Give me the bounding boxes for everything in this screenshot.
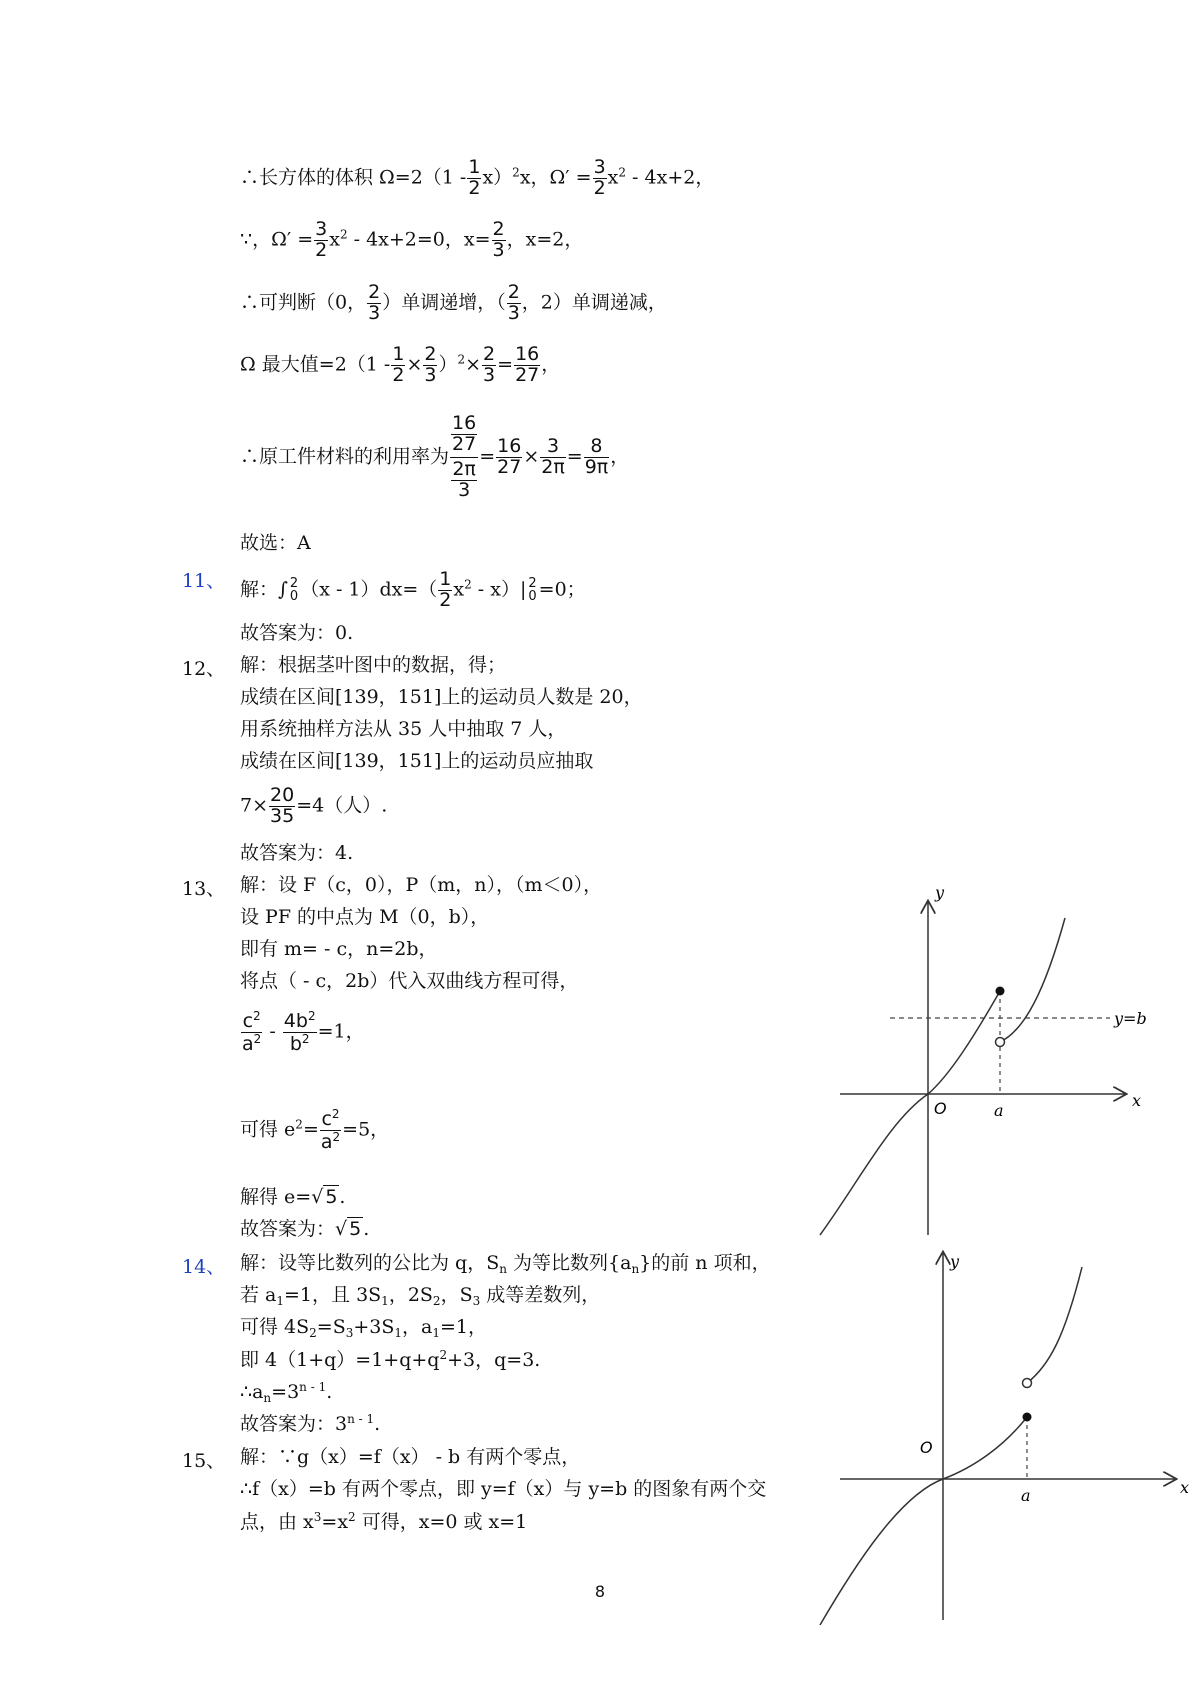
line-derivative-zero: ∵，Ω′ = $\frac{3}{2}$ $x^2 - 4x+2=0$，x= $\frac{2}{3}$ ，x=2， [240, 218, 584, 261]
fraction: $\frac{2}{3}$ [368, 281, 381, 324]
compound-fraction: $\frac{\frac{16}{27}}{\frac{2\pi}{3}}$ [452, 412, 477, 501]
answer-11: 故答案为：0. [240, 622, 354, 644]
y-axis-label: y [950, 1252, 960, 1271]
fraction: $\frac{16}{27}$ [497, 434, 522, 478]
line-13-2: 设 PF 的中点为 M（0，b）， [240, 906, 490, 928]
problem-number-11: 11、 [182, 570, 226, 592]
open-point [1023, 1379, 1032, 1388]
fraction: $\frac{20}{35}$ [270, 784, 295, 827]
fraction: $\frac{3}{2}$ [315, 218, 328, 261]
line-13-5: $\frac{c^2}{a^2}$ - $\frac{4b^2}{b^2}$ =1， [242, 1009, 365, 1055]
curve-right [1027, 1267, 1082, 1383]
fraction: $\frac{16}{27}$ [515, 343, 540, 386]
fraction: $\frac{2}{3}$ [483, 343, 496, 386]
line-12-3: 用系统抽样方法从 35 人中抽取 7 人， [240, 718, 567, 740]
x-axis-label: x [1180, 1478, 1190, 1497]
line-14-5: $\therefore a_n=3^{n - 1}$. [240, 1380, 333, 1405]
line-12-4: 成绩在区间[139，151]上的运动员应抽取 [240, 750, 594, 772]
function-graph-2 [800, 1245, 1200, 1625]
line-12-5: 7× $\frac{20}{35}$ =4（人）. [240, 784, 388, 827]
sqrt: √ 5 [335, 1218, 362, 1240]
line-15-2: ∴f（x）=b 有两个零点，即 y=f（x）与 y=b 的图象有两个交 [240, 1478, 767, 1500]
fraction: $\frac{4b^2}{b^2}$ [283, 1009, 316, 1055]
problem-number-15: 15、 [182, 1450, 226, 1472]
fraction: $\frac{2}{3}$ [424, 343, 437, 386]
line-13-6: 可得 $e^2=$ $\frac{c^2}{a^2}$ =5， [240, 1107, 390, 1153]
line-utilization: ∴原工件材料的利用率为 $\frac{\frac{16}{27}}{\frac{2\pi}{3}}$ = $\frac{16}{27}$ × $\frac{3}{2\pi}$ = $\frac{8}{9\pi}$ ， [240, 412, 630, 501]
line-13-4: 将点（ - c，2b）代入双曲线方程可得， [240, 970, 579, 992]
problem-number-14: 14、 [182, 1256, 226, 1278]
answer-14: 故答案为：3$^{n - 1}$. [240, 1412, 381, 1435]
line-14-3: 可得 $4S_2=S_3+3S_1$，$a_1=1$， [240, 1316, 488, 1340]
origin-label: O [920, 1438, 933, 1457]
line-13-7: 解得 e=√ 5 . [240, 1186, 346, 1208]
line-12-2: 成绩在区间[139，151]上的运动员人数是 20， [240, 686, 643, 708]
line-12-1: 解：根据茎叶图中的数据，得； [240, 654, 507, 676]
y-axis-label: y [935, 883, 945, 902]
line-14-2: 若 $a_1=1$，且 $3S_1$，$2S_2$，$S_3$ 成等差数列， [240, 1284, 601, 1308]
eval-limits: 2 0 [528, 575, 537, 605]
answer-12: 故答案为：4. [240, 842, 354, 864]
line-13-1: 解：设 F（c，0），P（m，n），（m＜0）， [240, 874, 603, 896]
fraction: $\frac{8}{9\pi}$ [584, 434, 609, 478]
origin-label: O [934, 1099, 947, 1118]
open-point [996, 1038, 1005, 1047]
filled-point [996, 987, 1005, 996]
fraction: $\frac{1}{2}$ [392, 343, 405, 386]
fraction: $\frac{3}{2}$ [593, 156, 606, 199]
fraction: $\frac{1}{2}$ [468, 156, 481, 199]
answer-13: 故答案为：√ 5 . [240, 1218, 370, 1240]
x-axis-label: x [1132, 1091, 1142, 1110]
integral-limits: 2 0 [289, 575, 299, 605]
line-13-3: 即有 m= - c，n=2b， [240, 938, 438, 960]
fraction: $\frac{2}{3}$ [507, 281, 520, 324]
filled-point [1023, 1413, 1032, 1422]
problem-number-13: 13、 [182, 878, 226, 900]
line-14-4: 即 $4(1+q)=1+q+q^2+3$，q=3. [240, 1348, 541, 1371]
line-15-1: 解：∵g（x）=f（x） - b 有两个零点， [240, 1446, 581, 1468]
fraction: $\frac{c^2}{a^2}$ [320, 1107, 341, 1153]
fraction: $\frac{c^2}{a^2}$ [242, 1009, 262, 1055]
line-integral: 解：∫ 2 0 （x - 1）dx=（ $\frac{1}{2}$ $x^2 - x)|$ 2 0 =0； [240, 568, 586, 611]
function-graph-1 [800, 880, 1180, 1240]
fraction: $\frac{2}{3}$ [492, 218, 505, 261]
line-monotonic: ∴可判断（0， $\frac{2}{3}$ ）单调递增，（ $\frac{2}{3}$ ，2）单调递减， [240, 281, 667, 324]
sqrt: √ 5 [311, 1186, 338, 1208]
line-15-3: 点，由 $x^3=x^2$ 可得，x=0 或 x=1 [240, 1510, 528, 1533]
a-label: a [1021, 1486, 1031, 1505]
fraction: $\frac{3}{2\pi}$ [541, 434, 565, 478]
line-14-1: 解：设等比数列的公比为 q，$S_n$ 为等比数列$\{a_n\}$的前 n 项和， [240, 1252, 771, 1276]
line-max-value: Ω 最大值=2（1 - $\frac{1}{2}$ × $\frac{2}{3}$ ）$^2$× $\frac{2}{3}$ = $\frac{16}{27}$ ， [240, 343, 561, 386]
curve-left [820, 991, 1000, 1235]
page-number: 8 [594, 1582, 606, 1601]
fraction: $\frac{1}{2}$ [439, 568, 452, 611]
curve-right [1000, 918, 1065, 1042]
y-equals-b-label: y=b [1114, 1009, 1147, 1028]
line-choice: 故选：A [240, 532, 311, 554]
line-volume: ∴长方体的体积 Ω=2（1 - $\frac{1}{2}$ x）$^2$x，Ω′ = $\frac{3}{2}$ $x^2 - 4x+2$， [240, 156, 715, 199]
problem-number-12: 12、 [182, 658, 226, 680]
a-label: a [994, 1101, 1004, 1120]
